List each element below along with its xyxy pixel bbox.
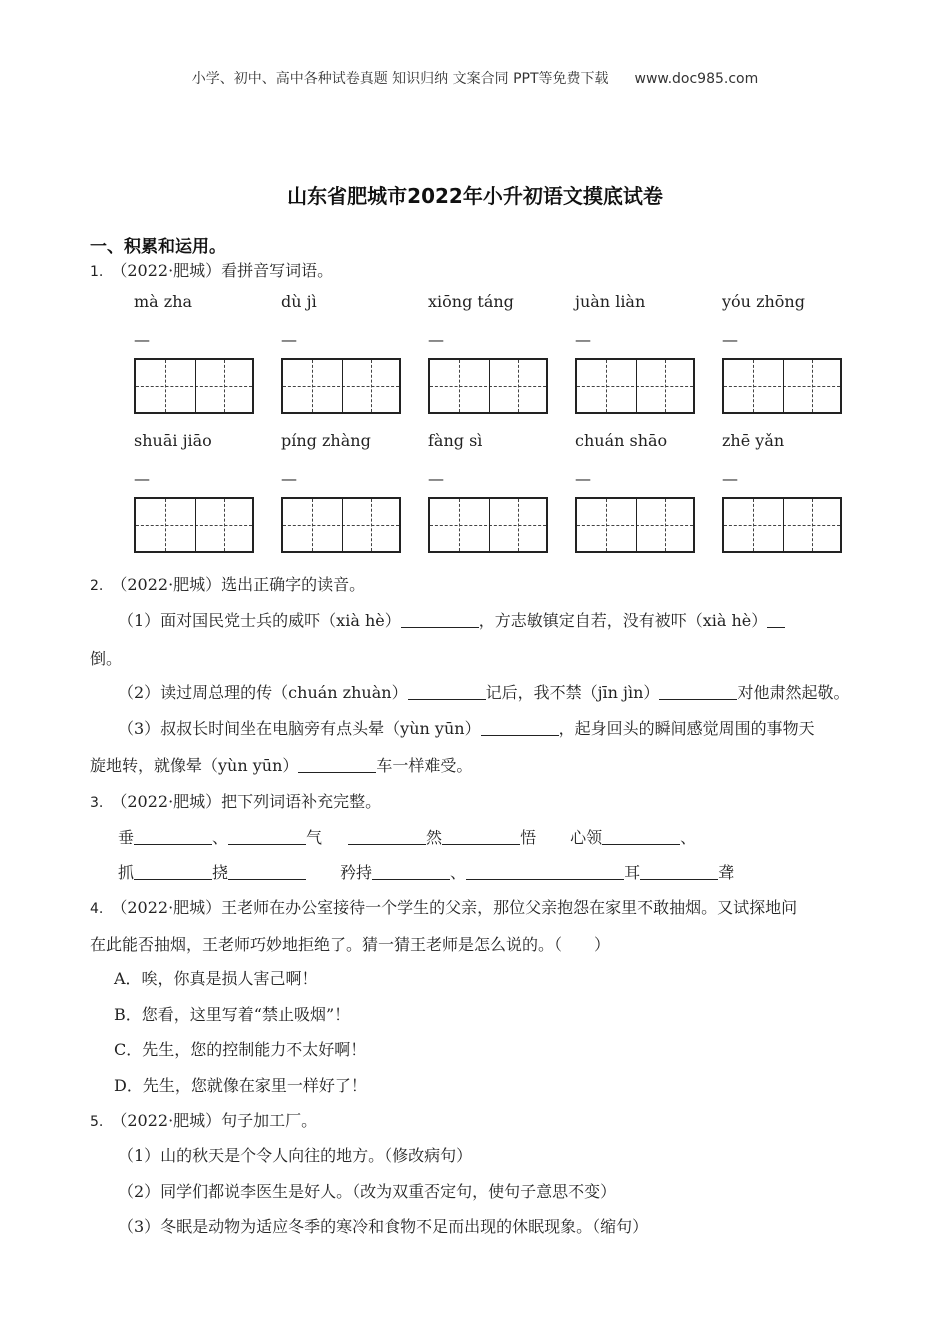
pinyin-label: píng zhàng [281,431,371,450]
question-number: 3. [90,795,104,811]
answer-blank[interactable] [401,611,479,628]
answer-dash: — [134,330,150,349]
answer-dash: — [722,330,738,349]
header-url[interactable]: www.doc985.com [634,71,759,87]
pinyin-label: dù jì [281,292,317,311]
q3-text: 、 [212,828,229,847]
page-title: 山东省肥城市2022年小升初语文摸底试卷 [287,184,663,208]
q2-line [118,608,785,631]
pinyin-label: xiōng táng [428,292,514,311]
question-text: （2022·肥城）把下列词语补充完整。 [111,792,382,811]
question-text: （2022·肥城）看拼音写词语。 [111,261,334,280]
answer-blank[interactable] [481,719,559,736]
pinyin-label: mà zha [134,292,193,311]
question-2 [90,572,365,595]
option-a[interactable]: A．唉，你真是损人害己啊！ [114,969,318,988]
q3-text: 气 [306,828,323,847]
page-header [0,68,950,88]
q2-line [118,716,815,739]
answer-blank[interactable] [659,683,737,700]
q3-text: 矜持 [340,863,373,882]
q3-text: 、 [450,863,467,882]
answer-dash: — [281,469,297,488]
tianzige-box[interactable] [281,358,401,414]
answer-blank[interactable] [602,828,680,845]
question-5 [90,1108,317,1131]
q3-row [118,825,696,848]
tianzige-box[interactable] [428,497,548,553]
answer-dash: — [134,469,150,488]
tianzige-box[interactable] [428,358,548,414]
answer-dash: — [575,330,591,349]
option-d[interactable]: D．先生，您就像在家里一样好了！ [114,1076,367,1095]
q2-line [90,753,472,776]
answer-dash: — [428,469,444,488]
question-3 [90,789,381,812]
question-number: 1. [90,264,104,280]
q2-text: 旋地转，就像晕（yùn yūn） [90,756,299,775]
answer-blank[interactable] [348,828,426,845]
answer-blank[interactable] [228,863,306,880]
q2-text: （3）叔叔长时间坐在电脑旁有点头晕（yùn yūn） [118,719,481,738]
answer-blank[interactable] [134,828,212,845]
pinyin-label: shuāi jiāo [134,431,212,450]
q2-text: 倒。 [90,649,123,668]
answer-dash: — [575,469,591,488]
pinyin-label: zhē yǎn [722,431,785,450]
q3-text: 抓 [118,863,135,882]
section-heading: 一、积累和运用。 [90,237,226,257]
pinyin-label: chuán shāo [575,431,668,450]
answer-blank[interactable] [767,611,785,628]
question-number: 5. [90,1114,104,1130]
q2-line [118,680,849,703]
question-number: 2. [90,578,104,594]
header-text: 小学、初中、高中各种试卷真题 知识归纳 文案合同 PPT等免费下载 [191,71,609,87]
q3-text: 心领 [570,828,603,847]
q2-text: 车一样难受。 [376,756,473,775]
tianzige-box[interactable] [575,497,695,553]
answer-dash: — [428,330,444,349]
question-number: 4. [90,901,104,917]
q2-line [90,646,122,669]
q2-text: 记后，我不禁（jīn jìn） [485,683,660,702]
pinyin-label: fàng sì [428,431,483,450]
q3-text: 然 [426,828,443,847]
tianzige-box[interactable] [575,358,695,414]
answer-blank[interactable] [228,828,306,845]
answer-blank[interactable] [640,863,718,880]
tianzige-box[interactable] [722,358,842,414]
pinyin-label: yóu zhōng [722,292,805,311]
q2-text: 对他肃然起敬。 [737,683,850,702]
tianzige-box[interactable] [281,497,401,553]
q2-text: （1）面对国民党士兵的威吓（xià hè） [118,611,401,630]
option-c[interactable]: C．先生，您的控制能力不太好啊！ [114,1040,367,1059]
q5-item: （1）山的秋天是个令人向往的地方。（修改病句） [118,1146,473,1165]
q3-text: 挠 [212,863,229,882]
tianzige-box[interactable] [722,497,842,553]
question-4-cont: 在此能否抽烟，王老师巧妙地拒绝了。猜一猜王老师是怎么说的。（ ） [90,935,611,954]
pinyin-label: juàn liàn [575,292,646,311]
question-text: （2022·肥城）句子加工厂。 [111,1111,318,1130]
q3-text: 悟 [520,828,537,847]
tianzige-box[interactable] [134,358,254,414]
q5-item: （3）冬眠是动物为适应冬季的寒冷和食物不足而出现的休眠现象。（缩句） [118,1217,649,1236]
answer-blank[interactable] [408,683,486,700]
answer-dash: — [722,469,738,488]
question-text: （2022·肥城）选出正确字的读音。 [111,575,366,594]
q2-text: ，起身回头的瞬间感觉周围的事物天 [558,719,815,738]
tianzige-box[interactable] [134,497,254,553]
answer-blank[interactable] [134,863,212,880]
q3-row [118,860,734,883]
q3-text: 垂 [118,828,135,847]
question-text: （2022·肥城）王老师在办公室接待一个学生的父亲，那位父亲抱怨在家里不敢抽烟。又试探地问 [111,898,798,917]
answer-blank[interactable] [466,863,624,880]
question-4 [90,895,797,918]
answer-blank[interactable] [372,863,450,880]
q3-text: 、 [680,828,697,847]
q3-text: 聋 [718,863,735,882]
q2-text: （2）读过周总理的传（chuán zhuàn） [118,683,408,702]
answer-dash: — [281,330,297,349]
answer-blank[interactable] [298,756,376,773]
q2-text: ，方志敏镇定自若，没有被吓（xià hè） [478,611,768,630]
q5-item: （2）同学们都说李医生是好人。（改为双重否定句，使句子意思不变） [118,1182,617,1201]
option-b[interactable]: B．您看，这里写着“禁止吸烟”！ [114,1005,351,1024]
q3-text: 耳 [624,863,641,882]
question-1 [90,258,333,281]
answer-blank[interactable] [442,828,520,845]
